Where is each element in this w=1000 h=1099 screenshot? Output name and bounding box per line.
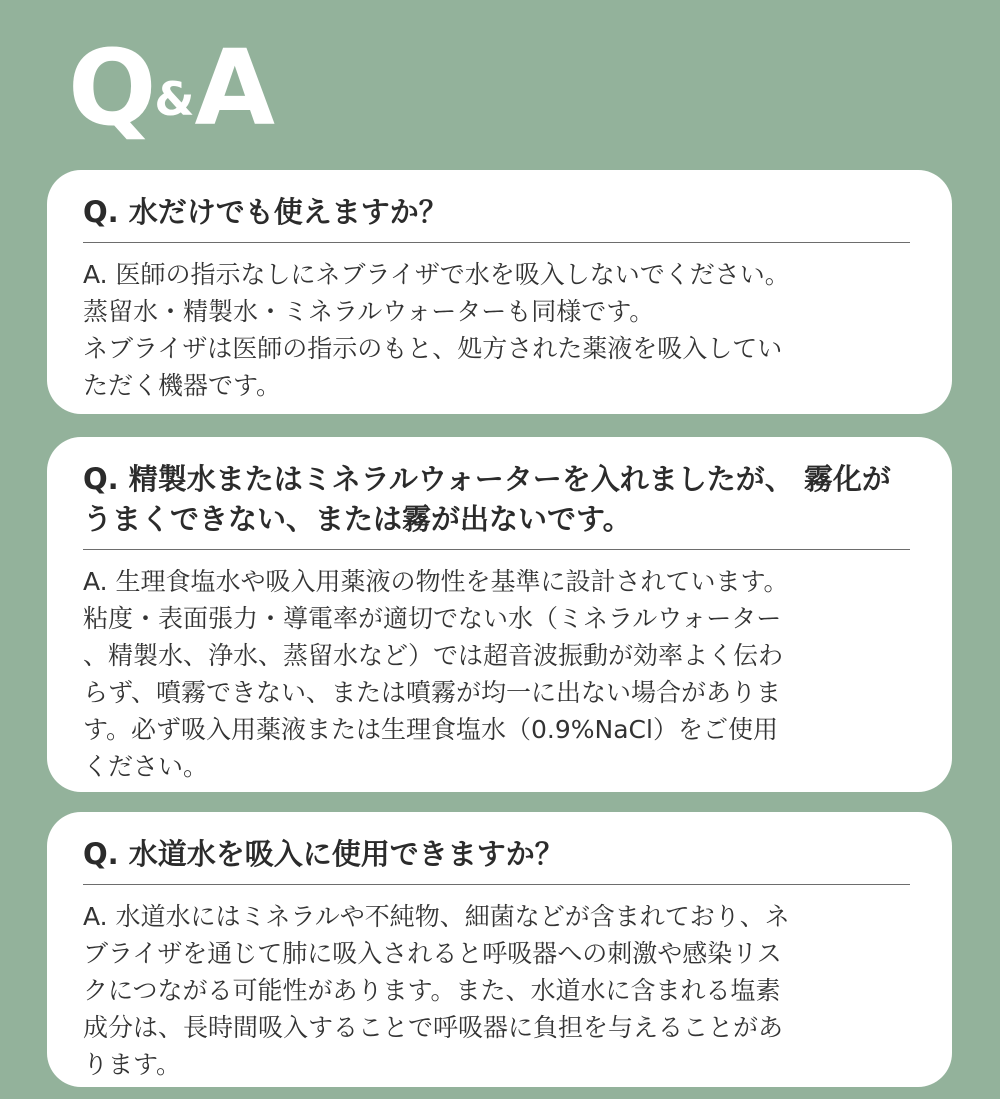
answer-line: A. 生理食塩水や吸入用薬液の物性を基準に設計されています。 <box>83 567 789 596</box>
question <box>83 192 910 243</box>
answer-line: ただく機器です。 <box>83 371 282 400</box>
answer-line: ください。 <box>83 752 209 781</box>
answer-line: 粘度・表面張力・導電率が適切でない水（ミネラルウォーター <box>83 604 782 633</box>
question <box>83 834 910 885</box>
answer-line: ブライザを通じて肺に吸入されると呼吸器への刺激や感染リス <box>83 939 782 968</box>
answer <box>83 256 910 404</box>
logo-q: Q <box>68 27 155 149</box>
answer-line: ります。 <box>83 1050 182 1079</box>
qa-card-2 <box>47 437 952 792</box>
answer-line: A. 医師の指示なしにネブライザで水を吸入しないでください。 <box>83 260 790 289</box>
answer-line: A. 水道水にはミネラルや不純物、細菌などが含まれており、ネ <box>83 902 790 931</box>
answer-line: 蒸留水・精製水・ミネラルウォーターも同様です。 <box>83 297 655 326</box>
answer-line: らず、噴霧できない、または噴霧が均一に出ない場合がありま <box>83 678 782 707</box>
logo-ampersand: & <box>154 72 195 126</box>
qa-card-3 <box>47 812 952 1087</box>
question-line: Q. 水だけでも使えますか？ <box>83 195 448 229</box>
qa-logo <box>68 27 274 149</box>
logo-a: A <box>194 27 274 149</box>
answer <box>83 898 910 1083</box>
answer-line: ネブライザは医師の指示のもと、処方された薬液を吸入してい <box>83 334 783 363</box>
question-line: Q. 精製水またはミネラルウォーターを入れましたが、 <box>83 462 794 496</box>
answer-line: 、精製水、浄水、蒸留水など）では超音波振動が効率よく伝わ <box>83 641 784 670</box>
qa-card-1 <box>47 170 952 414</box>
answer-line: クにつながる可能性があります。また、水道水に含まれる塩素 <box>83 976 781 1005</box>
answer-line: す。必ず吸入用薬液または生理食塩水（0.9%NaCl）をご使用 <box>83 715 778 744</box>
answer-line: 成分は、長時間吸入することで呼吸器に負担を与えることがあ <box>83 1013 784 1042</box>
question-line: Q. 水道水を吸入に使用できますか？ <box>83 837 564 871</box>
question-line: 霧化がうまくできない、または霧が出ないです。 <box>83 462 891 536</box>
answer <box>83 563 910 785</box>
question <box>83 459 910 550</box>
